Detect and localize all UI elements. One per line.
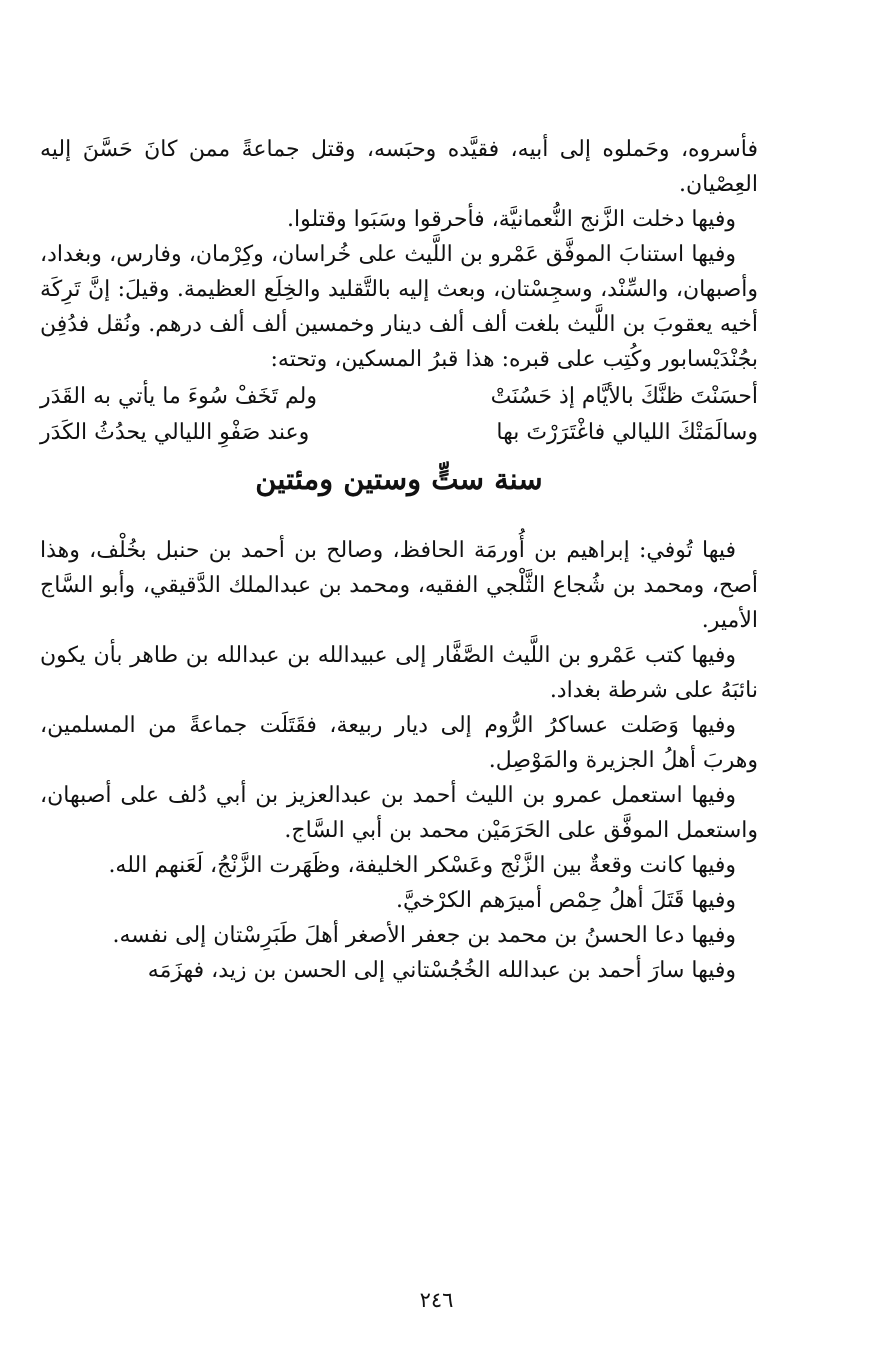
paragraph: وفيها كتب عَمْرو بن اللَّيث الصَّفَّار إلى عبيدالله بن عبدالله بن طاهر بأن يكون نائبَهُ على شرطة بغداد. <box>40 643 758 703</box>
verse-first-hemistich: أحسَنْتَ ظنَّكَ بالأيَّام إذ حَسُنَتْ <box>490 384 758 409</box>
verse-first-hemistich: وسالَمَتْكَ الليالي فاغْتَرَرْتَ بها <box>496 420 758 445</box>
top-section <box>40 132 758 377</box>
paragraph: وفيها دعا الحسنُ بن محمد بن جعفر الأصغر أهلَ طَبَرِسْتان إلى نفسه. <box>112 923 736 948</box>
verse-second-hemistich: ولم تَخَفْ سُوءَ ما يأتي به القَدَر <box>40 384 317 409</box>
page-body <box>40 132 758 988</box>
bottom-section <box>40 533 758 988</box>
page-number: ٢٤٦ <box>419 1288 454 1312</box>
section-heading: سنة ستٍّ وستين ومئتين <box>255 462 543 496</box>
paragraph: فيها تُوفي: إبراهيم بن أُورمَة الحافظ، وصالح بن أحمد بن حنبل بخُلْف، وهذا أصح، ومحمد بن شُجاع الثَّلْجي الفقيه، ومحمد بن عبدالملك الدَّقيقي، وأبو السَّاج الأمير. <box>40 538 758 633</box>
paragraph: وفيها قَتَلَ أهلُ حِمْص أميرَهم الكرْخيَّ. <box>395 888 736 913</box>
paragraph: وفيها سارَ أحمد بن عبدالله الخُجُسْتاني إلى الحسن بن زيد، فهزَمَه <box>147 958 736 983</box>
poem-verse <box>40 415 758 451</box>
paragraph: وفيها استنابَ الموفَّق عَمْرو بن اللَّيث على خُراسان، وكِرْمان، وفارس، وبغداد، وأصبهان، والسِّنْد، وسجِسْتان، وبعث إليه بالتَّقليد والخِلَع العظيمة. وقيلَ: إنَّ تَرِكَة أخيه يعقوبَ بن اللَّيث بلغت ألف ألف دينار وخمسين ألف ألف درهم. ونُقل فدُفِن بجُنْدَيْسابور وكُتِب على قبره: هذا قبرُ المسكين، وتحته: <box>40 242 758 372</box>
paragraph: وفيها استعمل عمرو بن الليث أحمد بن عبدالعزيز بن أبي دُلف على أصبهان، واستعمل الموفَّق على الحَرَمَيْن محمد بن أبي السَّاج. <box>40 783 758 843</box>
paragraph: وفيها وَصَلت عساكرُ الرُّوم إلى ديار ربيعة، فقَتَلَت جماعةً من المسلمين، وهربَ أهلُ الجزيرة والمَوْصِل. <box>40 713 758 773</box>
paragraph: فأسروه، وحَملوه إلى أبيه، فقيَّده وحبَسه، وقتل جماعةً ممن كانَ حَسَّنَ إليه العِصْيان. <box>40 137 758 197</box>
poem-verse <box>40 379 758 415</box>
verse-second-hemistich: وعند صَفْوِ الليالي يحدُثُ الكَدَر <box>40 420 310 445</box>
paragraph: وفيها دخلت الزَّنج النُّعمانيَّة، فأحرقوا وسَبَوا وقتلوا. <box>287 207 736 232</box>
paragraph: وفيها كانت وقعةٌ بين الزَّنْج وعَسْكر الخليفة، وظَهَرت الزَّنْجُ، لَعَنهم الله. <box>108 853 736 878</box>
poem <box>40 379 758 451</box>
